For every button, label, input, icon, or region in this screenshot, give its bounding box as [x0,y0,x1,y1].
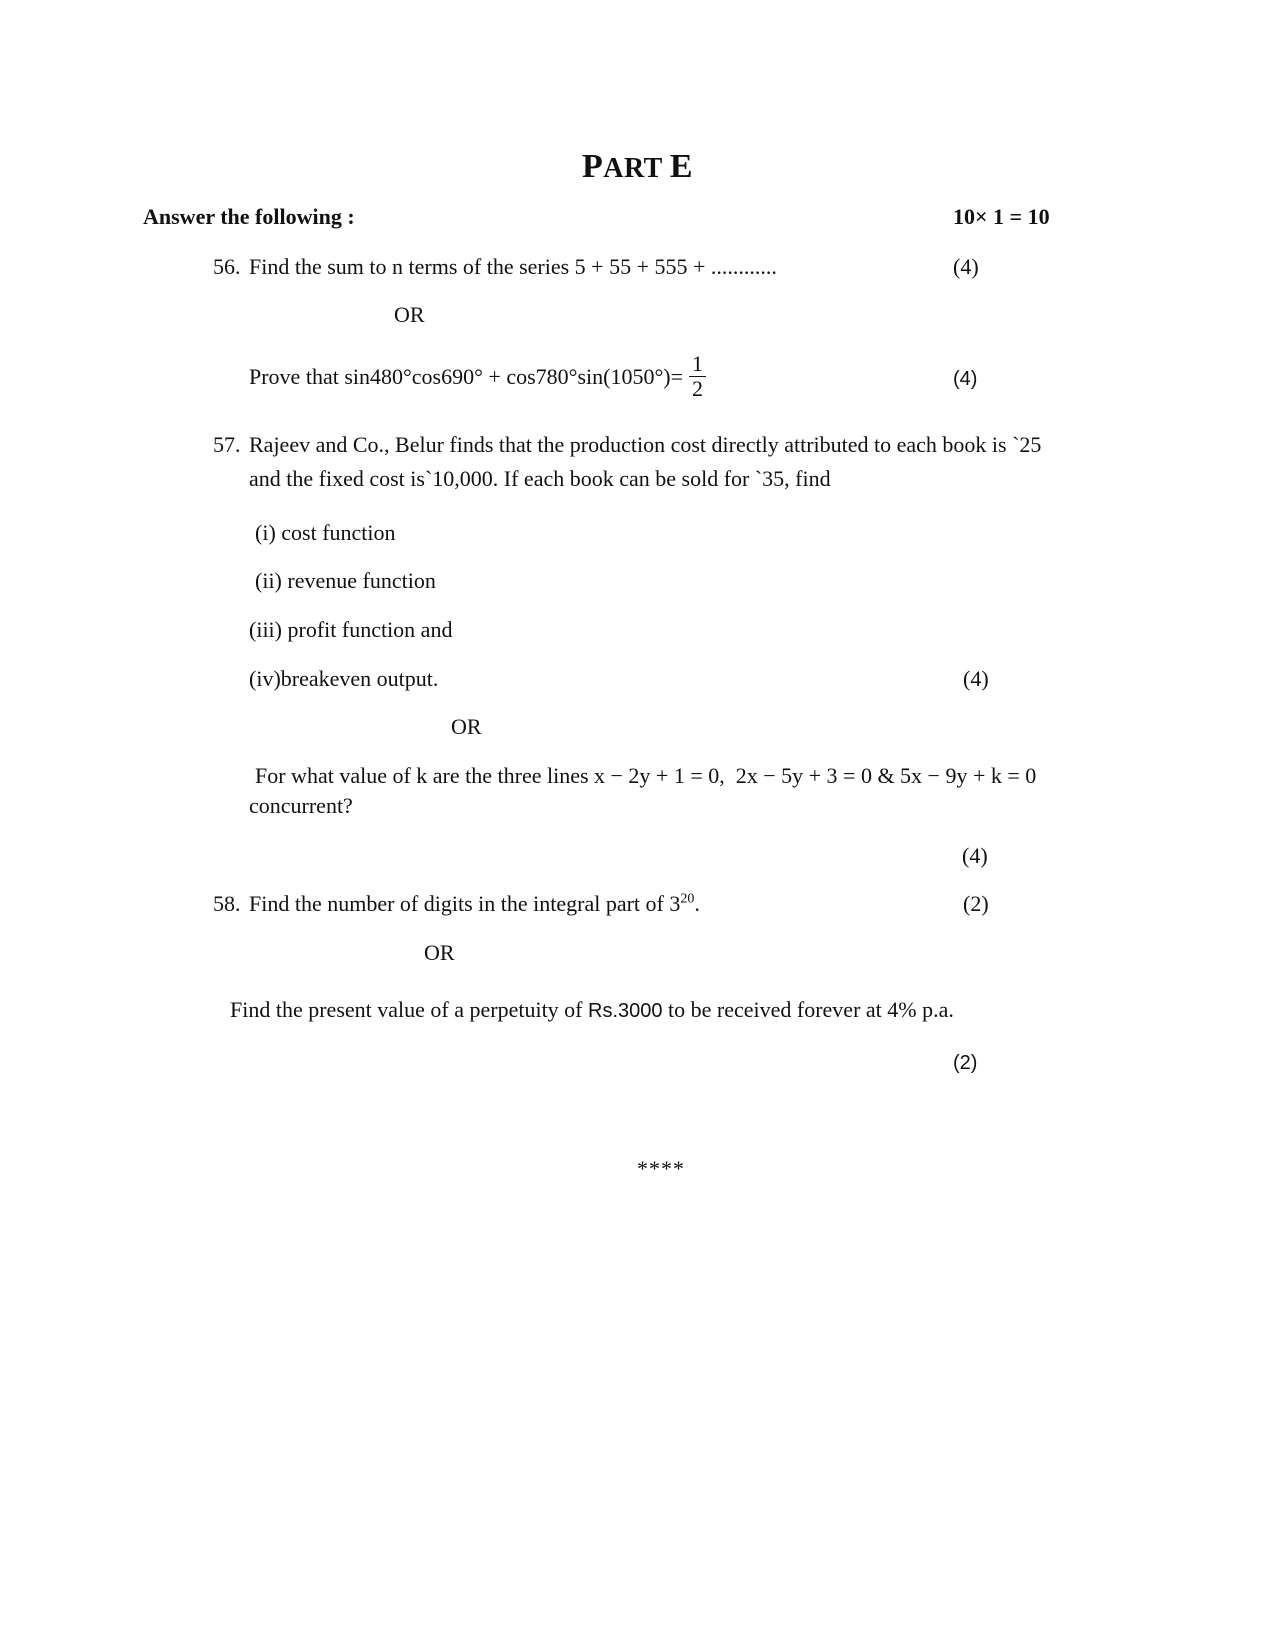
fraction-denominator: 2 [691,376,703,401]
fraction-numerator: 1 [689,352,706,377]
q58-alt [230,997,954,1023]
q58-alt-text-a: Find the present value of a perpetuity of [230,997,589,1022]
instruction-marks: 10× 1 = 10 [953,204,1050,229]
q58-marks: (2) [963,891,989,916]
q58-alt-amount: Rs.3000 [588,1000,663,1022]
q57-part-iv: (iv)breakeven output. [249,666,439,691]
q57-alt-equations: x − 2y + 1 = 0, 2x − 5y + 3 = 0 & 5x − 9y + k = 0 [594,763,1037,788]
q57-line1: Rajeev and Co., Belur finds that the production cost directly attributed to each book is `25 [249,432,1042,457]
q57-alt-marks: (4) [962,843,988,868]
q56-text: Find the sum to n terms of the series 5 + 55 + 555 + ............ [249,254,777,279]
q58-or: OR [424,940,455,965]
end-stars: **** [637,1156,685,1181]
q56-marks: (4) [953,254,979,279]
q56-alt-marks: (4) [953,368,978,390]
q57-alt-line1-text: For what value of k are the three lines [255,763,589,788]
q58-alt-marks: (2) [953,1052,978,1074]
q58-text [249,891,700,917]
title-first-letter: P [581,148,604,185]
q57-number: 57. [213,432,241,457]
q57-part-i: (i) cost function [255,520,396,545]
q57-marks: (4) [963,666,989,691]
title-rest: ART [603,153,663,184]
q56-alt [249,352,706,401]
title-letter: E [669,148,694,185]
q58-text-main: Find the number of digits in the integral part of 3 [249,891,681,916]
q56-or: OR [394,302,425,327]
q56-number: 56. [213,254,241,279]
q57-or: OR [451,714,482,739]
half-fraction [689,352,706,401]
page-title [0,148,1275,186]
q57-line2: and the fixed cost is`10,000. If each book can be sold for `35, find [249,466,831,491]
q58-exponent: 20 [680,891,695,907]
q57-part-ii: (ii) revenue function [255,568,436,593]
q58-alt-text-b: to be received forever at 4% p.a. [662,997,954,1022]
q57-alt-line2: concurrent? [249,793,353,818]
q56-alt-text: Prove that sin480°cos690° + cos780°sin(1050°)= [249,363,683,389]
q58-text-end: . [694,891,700,916]
q57-part-iii: (iii) profit function and [249,617,453,642]
q58-number: 58. [213,891,241,916]
instruction-text: Answer the following : [143,204,355,229]
